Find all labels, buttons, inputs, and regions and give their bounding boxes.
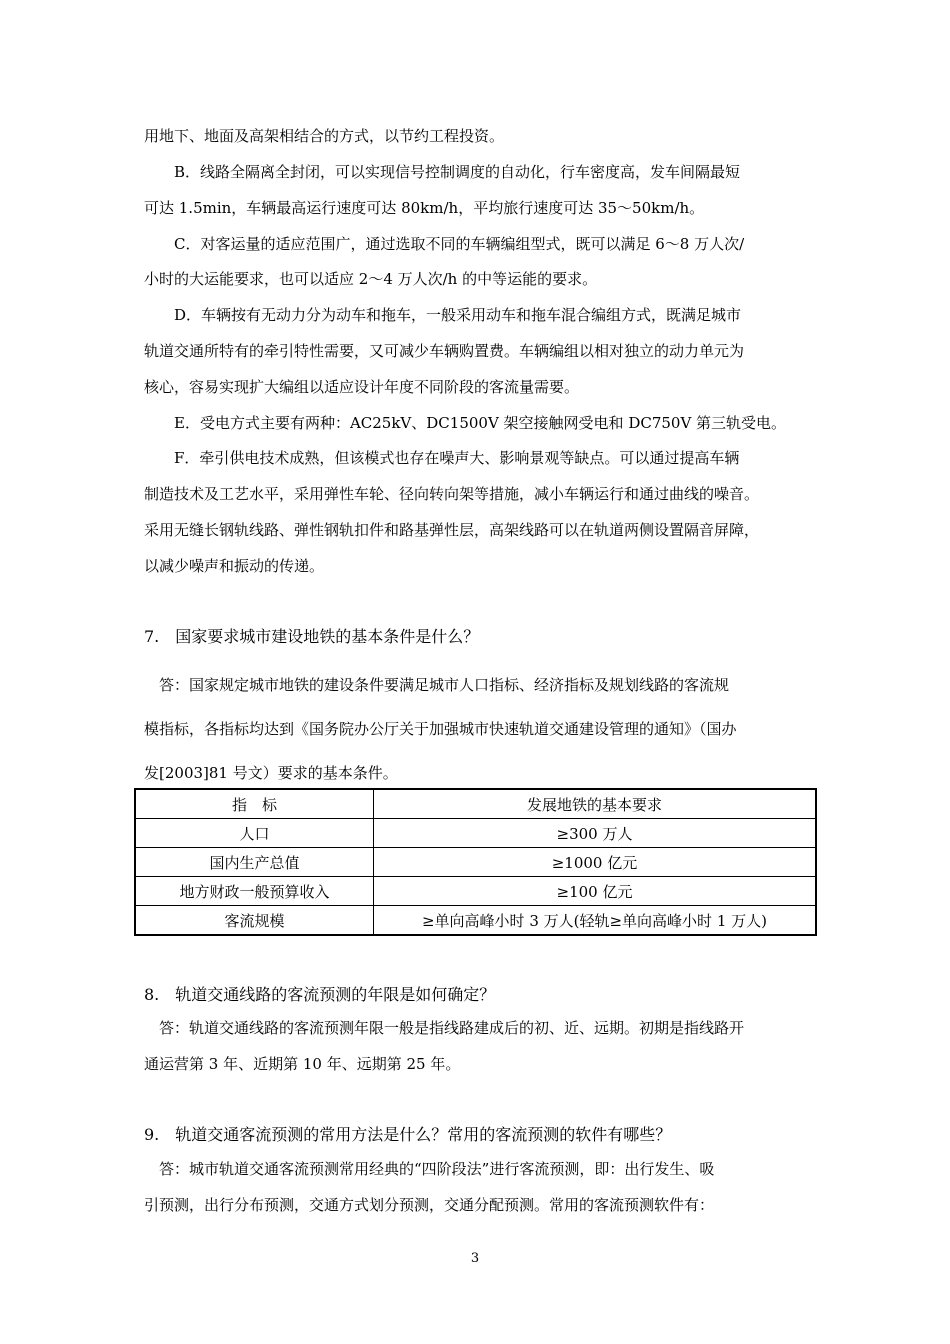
table-cell: ≥1000 亿元 <box>374 848 817 877</box>
answer-line: 答：轨道交通线路的客流预测年限一般是指线路建成后的初、近、远期。初期是指线路开 <box>144 1019 745 1037</box>
table-cell: 地方财政一般预算收入 <box>135 877 374 906</box>
table-row <box>135 906 816 936</box>
table-cell: 客流规模 <box>135 906 374 936</box>
paragraph-line: 核心，容易实现扩大编组以适应设计年度不同阶段的客流量需要。 <box>144 378 580 396</box>
paragraph-line: 制造技术及工艺水平，采用弹性车轮、径向转向架等措施，减小车辆运行和通过曲线的噪音。 <box>144 485 760 503</box>
paragraph-line: 可达 1.5min，车辆最高运行速度可达 80km/h，平均旅行速度可达 35～50km/h。 <box>144 199 705 217</box>
paragraph-line: 采用无缝长钢轨线路、弹性钢轨扣件和路基弹性层，高架线路可以在轨道两侧设置隔音屏障， <box>144 521 760 539</box>
answer-line: 发[2003]81 号文）要求的基本条件。 <box>144 764 398 782</box>
table-row <box>135 819 816 848</box>
answer-line: 答：城市轨道交通客流预测常用经典的“四阶段法”进行客流预测，即：出行发生、吸 <box>144 1160 715 1178</box>
question-7-heading: 7. 国家要求城市建设地铁的基本条件是什么？ <box>144 627 480 646</box>
table-header-cell: 指 标 <box>135 789 374 819</box>
answer-line: 答：国家规定城市地铁的建设条件要满足城市人口指标、经济指标及规划线路的客流规 <box>144 676 730 694</box>
paragraph-line: C．对客运量的适应范围广，通过选取不同的车辆编组型式，既可以满足 6～8 万人次/ <box>144 235 745 253</box>
page-number: 3 <box>470 1251 480 1266</box>
paragraph-line: E．受电方式主要有两种：AC25kV、DC1500V 架空接触网受电和 DC750V 第三轨受电。 <box>144 414 787 432</box>
table-header-row <box>135 789 816 819</box>
table-cell: ≥300 万人 <box>374 819 817 848</box>
table-cell: 国内生产总值 <box>135 848 374 877</box>
table-cell: ≥单向高峰小时 3 万人(轻轨≥单向高峰小时 1 万人) <box>374 906 817 936</box>
paragraph-line: 用地下、地面及高架相结合的方式，以节约工程投资。 <box>144 127 505 145</box>
question-9-heading: 9. 轨道交通客流预测的常用方法是什么？常用的客流预测的软件有哪些？ <box>144 1125 672 1144</box>
paragraph-line: B．线路全隔离全封闭，可以实现信号控制调度的自动化，行车密度高，发车间隔最短 <box>144 163 741 181</box>
table-header-cell: 发展地铁的基本要求 <box>374 789 817 819</box>
table-cell: 人口 <box>135 819 374 848</box>
paragraph-line: 以减少噪声和振动的传递。 <box>144 557 325 575</box>
answer-line: 通运营第 3 年、近期第 10 年、远期第 25 年。 <box>144 1055 461 1073</box>
table-row <box>135 848 816 877</box>
answer-line: 模指标，各指标均达到《国务院办公厅关于加强城市快速轨道交通建设管理的通知》（国办 <box>144 720 737 738</box>
answer-line: 引预测，出行分布预测，交通方式划分预测，交通分配预测。常用的客流预测软件有： <box>144 1196 715 1214</box>
table-row <box>135 877 816 906</box>
question-8-heading: 8. 轨道交通线路的客流预测的年限是如何确定？ <box>144 985 496 1004</box>
requirements-table <box>134 788 817 936</box>
paragraph-line: D．车辆按有无动力分为动车和拖车，一般采用动车和拖车混合编组方式，既满足城市 <box>144 306 742 324</box>
paragraph-line: 小时的大运能要求，也可以适应 2～4 万人次/h 的中等运能的要求。 <box>144 270 598 288</box>
table-cell: ≥100 亿元 <box>374 877 817 906</box>
paragraph-line: F．牵引供电技术成熟，但该模式也存在噪声大、影响景观等缺点。可以通过提高车辆 <box>144 449 740 467</box>
paragraph-line: 轨道交通所特有的牵引特性需要，又可减少车辆购置费。车辆编组以相对独立的动力单元为 <box>144 342 745 360</box>
